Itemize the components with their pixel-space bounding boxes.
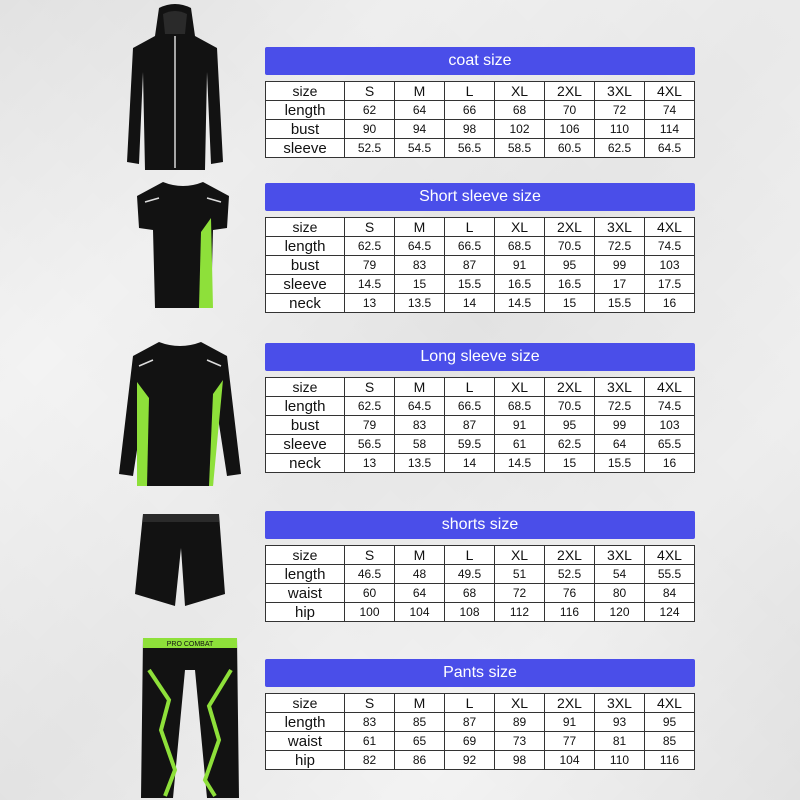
size-value-cell: 93 [595, 713, 645, 732]
size-value-cell: 14 [445, 454, 495, 473]
size-block [265, 511, 695, 622]
size-value-cell: 85 [395, 713, 445, 732]
size-header-cell: XL [495, 694, 545, 713]
size-value-cell: 103 [645, 416, 695, 435]
size-header-cell: 2XL [545, 694, 595, 713]
size-value-cell: 104 [545, 751, 595, 770]
size-value-cell: 14.5 [495, 294, 545, 313]
long-sleeve-shirt-image [115, 338, 245, 488]
size-table-row [266, 397, 695, 416]
size-header-label: size [266, 82, 345, 101]
size-table [265, 377, 695, 473]
size-block-title: Pants size [265, 659, 695, 687]
size-table-row [266, 732, 695, 751]
size-value-cell: 52.5 [545, 565, 595, 584]
size-value-cell: 91 [495, 416, 545, 435]
size-value-cell: 90 [345, 120, 395, 139]
size-header-cell: L [445, 218, 495, 237]
size-value-cell: 110 [595, 120, 645, 139]
size-header-cell: S [345, 378, 395, 397]
size-value-cell: 84 [645, 584, 695, 603]
size-header-cell: M [395, 694, 445, 713]
size-value-cell: 15 [545, 294, 595, 313]
size-value-cell: 68 [495, 101, 545, 120]
size-value-cell: 106 [545, 120, 595, 139]
size-block [265, 659, 695, 770]
size-value-cell: 64 [595, 435, 645, 454]
measure-label: length [266, 565, 345, 584]
size-header-label: size [266, 546, 345, 565]
size-header-cell: S [345, 694, 395, 713]
size-table-row [266, 139, 695, 158]
size-value-cell: 66 [445, 101, 495, 120]
size-block [265, 343, 695, 473]
size-table-row [266, 237, 695, 256]
size-value-cell: 46.5 [345, 565, 395, 584]
size-value-cell: 13 [345, 294, 395, 313]
size-value-cell: 81 [595, 732, 645, 751]
size-header-cell: L [445, 378, 495, 397]
size-value-cell: 66.5 [445, 397, 495, 416]
pants-waistband-text: PRO COMBAT [166, 641, 214, 648]
size-value-cell: 69 [445, 732, 495, 751]
size-value-cell: 98 [445, 120, 495, 139]
size-value-cell: 70.5 [545, 237, 595, 256]
size-value-cell: 79 [345, 416, 395, 435]
size-value-cell: 114 [645, 120, 695, 139]
size-block-title: coat size [265, 47, 695, 75]
size-value-cell: 116 [645, 751, 695, 770]
size-value-cell: 14.5 [345, 275, 395, 294]
size-value-cell: 65.5 [645, 435, 695, 454]
size-value-cell: 91 [545, 713, 595, 732]
size-value-cell: 62.5 [345, 397, 395, 416]
short-sleeve-shirt-image [133, 178, 233, 310]
size-header-cell: 2XL [545, 378, 595, 397]
size-table [265, 693, 695, 770]
measure-label: hip [266, 751, 345, 770]
measure-label: hip [266, 603, 345, 622]
measure-label: neck [266, 294, 345, 313]
size-header-cell: 3XL [595, 694, 645, 713]
size-table [265, 545, 695, 622]
size-table-row [266, 256, 695, 275]
size-table-row [266, 275, 695, 294]
size-header-cell: M [395, 218, 445, 237]
size-value-cell: 99 [595, 416, 645, 435]
size-header-cell: 4XL [645, 218, 695, 237]
size-value-cell: 15.5 [595, 454, 645, 473]
size-value-cell: 48 [395, 565, 445, 584]
size-value-cell: 54 [595, 565, 645, 584]
size-value-cell: 17.5 [645, 275, 695, 294]
size-header-cell: 3XL [595, 546, 645, 565]
size-value-cell: 82 [345, 751, 395, 770]
size-value-cell: 108 [445, 603, 495, 622]
size-value-cell: 103 [645, 256, 695, 275]
shorts-image [133, 508, 228, 608]
size-value-cell: 54.5 [395, 139, 445, 158]
size-value-cell: 16 [645, 294, 695, 313]
measure-label: sleeve [266, 275, 345, 294]
measure-label: waist [266, 584, 345, 603]
size-header-cell: 3XL [595, 378, 645, 397]
size-header-cell: M [395, 82, 445, 101]
size-value-cell: 86 [395, 751, 445, 770]
size-value-cell: 68 [445, 584, 495, 603]
size-header-cell: 4XL [645, 378, 695, 397]
size-value-cell: 62 [345, 101, 395, 120]
size-header-cell: L [445, 546, 495, 565]
size-value-cell: 112 [495, 603, 545, 622]
size-header-cell: S [345, 218, 395, 237]
size-value-cell: 17 [595, 275, 645, 294]
size-value-cell: 79 [345, 256, 395, 275]
size-table-row [266, 603, 695, 622]
size-value-cell: 116 [545, 603, 595, 622]
size-value-cell: 49.5 [445, 565, 495, 584]
size-value-cell: 104 [395, 603, 445, 622]
size-table-row [266, 435, 695, 454]
size-value-cell: 120 [595, 603, 645, 622]
size-header-cell: L [445, 82, 495, 101]
size-value-cell: 102 [495, 120, 545, 139]
size-value-cell: 110 [595, 751, 645, 770]
size-header-cell: S [345, 82, 395, 101]
size-value-cell: 13 [345, 454, 395, 473]
size-value-cell: 51 [495, 565, 545, 584]
size-header-cell: M [395, 378, 445, 397]
hooded-jacket-image [125, 2, 225, 174]
size-table-row [266, 120, 695, 139]
size-value-cell: 83 [345, 713, 395, 732]
size-value-cell: 16 [645, 454, 695, 473]
size-value-cell: 15.5 [595, 294, 645, 313]
size-value-cell: 92 [445, 751, 495, 770]
size-header-label: size [266, 694, 345, 713]
size-value-cell: 72.5 [595, 397, 645, 416]
size-value-cell: 73 [495, 732, 545, 751]
size-table-row [266, 713, 695, 732]
size-value-cell: 95 [645, 713, 695, 732]
size-value-cell: 60 [345, 584, 395, 603]
size-value-cell: 59.5 [445, 435, 495, 454]
size-value-cell: 72.5 [595, 237, 645, 256]
size-value-cell: 56.5 [445, 139, 495, 158]
size-header-cell: XL [495, 546, 545, 565]
size-value-cell: 95 [545, 416, 595, 435]
size-table-row [266, 101, 695, 120]
size-value-cell: 61 [495, 435, 545, 454]
size-header-cell: XL [495, 378, 545, 397]
size-value-cell: 91 [495, 256, 545, 275]
size-value-cell: 64.5 [395, 397, 445, 416]
measure-label: length [266, 397, 345, 416]
size-value-cell: 83 [395, 256, 445, 275]
size-value-cell: 13.5 [395, 454, 445, 473]
size-value-cell: 13.5 [395, 294, 445, 313]
size-header-cell: M [395, 546, 445, 565]
size-value-cell: 99 [595, 256, 645, 275]
size-value-cell: 80 [595, 584, 645, 603]
size-value-cell: 15.5 [445, 275, 495, 294]
size-value-cell: 14 [445, 294, 495, 313]
size-header-cell: 2XL [545, 218, 595, 237]
size-table-header-row [266, 378, 695, 397]
size-value-cell: 15 [395, 275, 445, 294]
size-value-cell: 65 [395, 732, 445, 751]
size-header-cell: 4XL [645, 546, 695, 565]
measure-label: bust [266, 120, 345, 139]
size-value-cell: 64.5 [645, 139, 695, 158]
size-value-cell: 68.5 [495, 237, 545, 256]
size-value-cell: 87 [445, 416, 495, 435]
measure-label: bust [266, 416, 345, 435]
size-block-title: shorts size [265, 511, 695, 539]
size-value-cell: 61 [345, 732, 395, 751]
size-value-cell: 87 [445, 713, 495, 732]
size-value-cell: 95 [545, 256, 595, 275]
size-table-header-row [266, 546, 695, 565]
size-header-cell: 4XL [645, 694, 695, 713]
size-value-cell: 74.5 [645, 237, 695, 256]
size-table-row [266, 416, 695, 435]
size-block [265, 47, 695, 158]
size-value-cell: 74.5 [645, 397, 695, 416]
size-value-cell: 70 [545, 101, 595, 120]
size-header-cell: 2XL [545, 82, 595, 101]
size-value-cell: 56.5 [345, 435, 395, 454]
measure-label: bust [266, 256, 345, 275]
size-table-header-row [266, 218, 695, 237]
size-header-cell: 3XL [595, 218, 645, 237]
size-value-cell: 76 [545, 584, 595, 603]
size-value-cell: 62.5 [545, 435, 595, 454]
size-value-cell: 55.5 [645, 565, 695, 584]
measure-label: sleeve [266, 139, 345, 158]
size-value-cell: 64 [395, 101, 445, 120]
size-header-cell: 4XL [645, 82, 695, 101]
size-value-cell: 16.5 [545, 275, 595, 294]
size-value-cell: 72 [495, 584, 545, 603]
size-table-row [266, 454, 695, 473]
size-table-header-row [266, 82, 695, 101]
size-table-row [266, 294, 695, 313]
measure-label: neck [266, 454, 345, 473]
size-value-cell: 64.5 [395, 237, 445, 256]
size-table-header-row [266, 694, 695, 713]
measure-label: sleeve [266, 435, 345, 454]
size-value-cell: 14.5 [495, 454, 545, 473]
size-value-cell: 100 [345, 603, 395, 622]
size-value-cell: 77 [545, 732, 595, 751]
size-header-label: size [266, 218, 345, 237]
size-value-cell: 62.5 [595, 139, 645, 158]
size-value-cell: 94 [395, 120, 445, 139]
size-table-row [266, 751, 695, 770]
size-header-cell: L [445, 694, 495, 713]
size-value-cell: 58 [395, 435, 445, 454]
size-value-cell: 87 [445, 256, 495, 275]
size-table [265, 81, 695, 158]
size-value-cell: 60.5 [545, 139, 595, 158]
size-value-cell: 64 [395, 584, 445, 603]
size-value-cell: 15 [545, 454, 595, 473]
compression-pants-image [135, 630, 245, 800]
size-block [265, 183, 695, 313]
size-header-cell: XL [495, 218, 545, 237]
size-value-cell: 70.5 [545, 397, 595, 416]
measure-label: waist [266, 732, 345, 751]
size-value-cell: 98 [495, 751, 545, 770]
size-header-label: size [266, 378, 345, 397]
size-block-title: Long sleeve size [265, 343, 695, 371]
size-header-cell: 3XL [595, 82, 645, 101]
size-table-row [266, 565, 695, 584]
size-block-title: Short sleeve size [265, 183, 695, 211]
size-table [265, 217, 695, 313]
size-value-cell: 89 [495, 713, 545, 732]
size-header-cell: 2XL [545, 546, 595, 565]
size-header-cell: S [345, 546, 395, 565]
size-value-cell: 58.5 [495, 139, 545, 158]
size-value-cell: 74 [645, 101, 695, 120]
size-value-cell: 62.5 [345, 237, 395, 256]
size-header-cell: XL [495, 82, 545, 101]
size-value-cell: 72 [595, 101, 645, 120]
size-value-cell: 66.5 [445, 237, 495, 256]
measure-label: length [266, 237, 345, 256]
measure-label: length [266, 713, 345, 732]
size-value-cell: 85 [645, 732, 695, 751]
size-value-cell: 16.5 [495, 275, 545, 294]
size-value-cell: 52.5 [345, 139, 395, 158]
measure-label: length [266, 101, 345, 120]
size-table-row [266, 584, 695, 603]
size-value-cell: 83 [395, 416, 445, 435]
size-value-cell: 68.5 [495, 397, 545, 416]
size-value-cell: 124 [645, 603, 695, 622]
